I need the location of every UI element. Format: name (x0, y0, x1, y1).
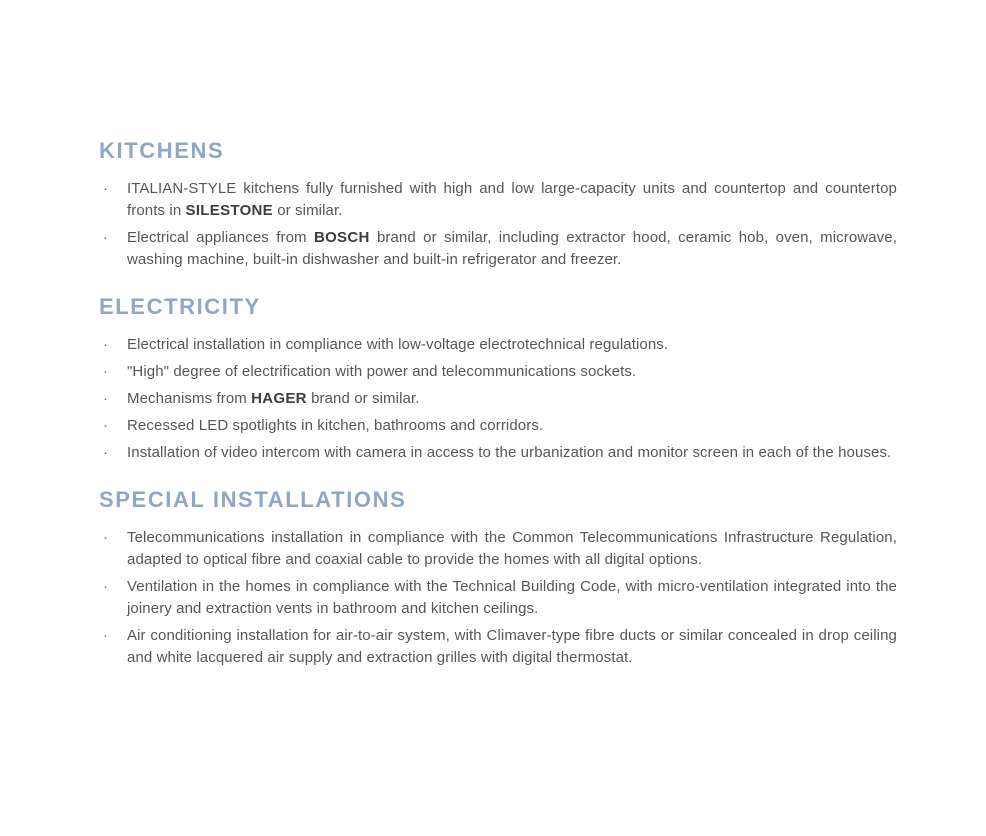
list-item (99, 178, 897, 222)
bullet-text (127, 178, 897, 222)
bullet-icon: · (103, 529, 108, 546)
text-run: Ventilation in the homes in compliance with the Technical Building Code, with micro-ventilation integrated into the joinery and extraction vents in bathroom and kitchen ceilings. (127, 578, 897, 617)
brand-name: HAGER (251, 390, 307, 407)
section-kitchens (99, 139, 897, 271)
bullet-text (127, 227, 897, 271)
text-run: Mechanisms from (127, 390, 252, 407)
list-item (99, 388, 897, 410)
bullet-icon: · (103, 229, 108, 246)
bullet-list (99, 334, 897, 464)
bullet-icon: · (103, 444, 108, 461)
list-item (99, 227, 897, 271)
bullet-icon: · (103, 180, 108, 197)
list-item (99, 415, 897, 437)
text-run: Installation of video intercom with camera in access to the urbanization and monitor screen in each of the houses. (127, 444, 892, 461)
section-heading: ELECTRICITY (99, 294, 261, 319)
bullet-icon: · (103, 363, 108, 380)
bullet-icon: · (103, 390, 108, 407)
bullet-icon: · (103, 336, 108, 353)
bullet-icon: · (103, 578, 108, 595)
brand-name: BOSCH (313, 229, 370, 246)
section-special-installations (99, 488, 897, 669)
bullet-list (99, 178, 897, 271)
bullet-text (127, 334, 897, 356)
section-heading: SPECIAL INSTALLATIONS (99, 487, 407, 512)
bullet-icon: · (103, 417, 108, 434)
section-electricity (99, 295, 897, 464)
list-item (99, 527, 897, 571)
list-item (99, 576, 897, 620)
brand-name: SILESTONE (185, 202, 273, 219)
text-run: Recessed LED spotlights in kitchen, bathrooms and corridors. (127, 417, 544, 434)
bullet-text (127, 388, 897, 410)
bullet-list (99, 527, 897, 669)
list-item (99, 442, 897, 464)
bullet-text (127, 415, 897, 437)
list-item (99, 361, 897, 383)
text-run: Electrical installation in compliance with low-voltage electrotechnical regulations. (127, 336, 669, 353)
text-run: "High" degree of electrification with power and telecommunications sockets. (127, 363, 637, 380)
text-run: Telecommunications installation in compliance with the Common Telecommunications Infrastructure Regulation, adapted to optical fibre and coaxial cable to provide the homes with all digital options. (127, 529, 897, 568)
section-heading: KITCHENS (99, 138, 225, 163)
text-run: or similar. (272, 202, 343, 219)
bullet-text (127, 361, 897, 383)
bullet-icon: · (103, 627, 108, 644)
text-run: ITALIAN-STYLE kitchens fully furnished with high and low large-capacity units and countertop and countertop fronts in (127, 180, 897, 219)
bullet-text (127, 442, 897, 464)
list-item (99, 625, 897, 669)
text-run: Electrical appliances from (127, 229, 314, 246)
text-run: brand or similar, including extractor hood, ceramic hob, oven, microwave, washing machine, built-in dishwasher and built-in refrigerator and freezer. (127, 229, 897, 268)
list-item (99, 334, 897, 356)
text-run: brand or similar. (306, 390, 420, 407)
text-run: Air conditioning installation for air-to-air system, with Climaver-type fibre ducts or similar concealed in drop ceiling and white lacquered air supply and extraction grilles with digital thermostat. (127, 627, 897, 666)
bullet-text (127, 576, 897, 620)
bullet-text (127, 527, 897, 571)
bullet-text (127, 625, 897, 669)
